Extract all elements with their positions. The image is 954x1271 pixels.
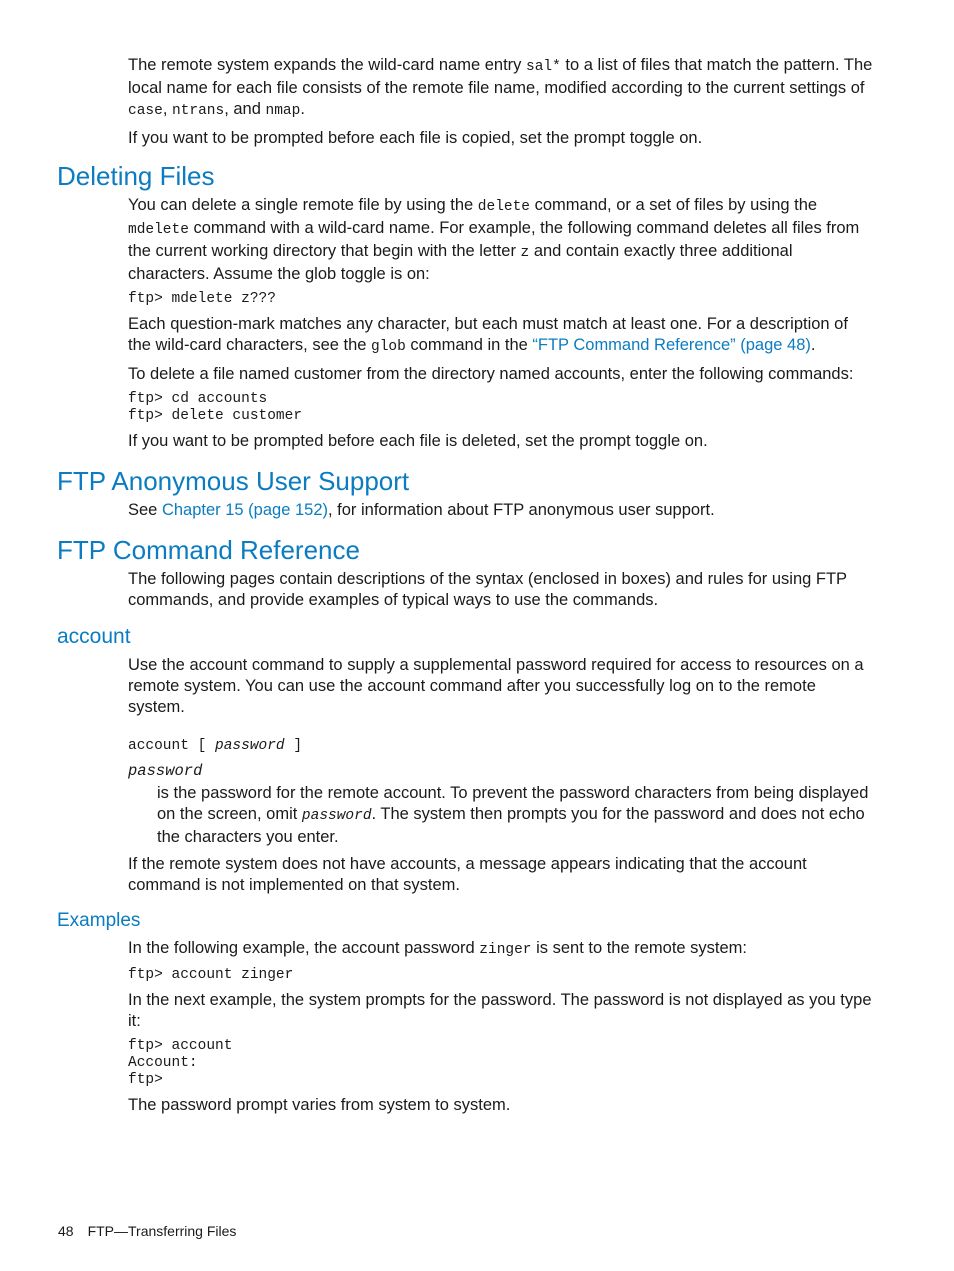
account-paragraph-2: If the remote system does not have accounts, a message appears indicating that the account command is not implemented on that system.	[128, 855, 807, 894]
text: command, or a set of files by using the	[530, 196, 818, 214]
content	[0, 55, 954, 1122]
code-block-delete-customer: ftp> cd accounts ftp> delete customer	[128, 391, 303, 424]
text: to a list of files that match the pattern. The local name for each file consists of the remote file name, modified according to the current settings of	[128, 56, 873, 97]
heading-examples: Examples	[57, 910, 141, 931]
code-nmap: nmap	[265, 103, 301, 119]
text: ]	[284, 738, 303, 754]
code-zinger: zinger	[479, 942, 532, 958]
intro-paragraph-1	[128, 55, 873, 122]
intro-paragraph-2: If you want to be prompted before each file is copied, set the prompt toggle on.	[128, 129, 703, 147]
code-block-mdelete: ftp> mdelete z???	[128, 291, 276, 307]
chapter-title: FTP—Transferring Files	[87, 1223, 237, 1239]
code-ntrans: ntrans	[171, 103, 225, 119]
text: You can delete a single remote file by using the	[128, 196, 478, 214]
link-chapter-15[interactable]: Chapter 15 (page 152)	[161, 501, 328, 519]
syntax-param-password: password	[215, 738, 285, 754]
text: .	[300, 100, 305, 118]
term-password-definition	[157, 783, 873, 848]
heading-deleting-files: Deleting Files	[57, 161, 215, 191]
text: command with a wild-card name. For example, the following command deletes all files from the current working directory that begin with the letter	[128, 219, 860, 260]
examples-paragraph-2: In the next example, the system prompts for the password. The password is not displayed as you type it:	[128, 991, 872, 1030]
account-syntax	[128, 738, 873, 755]
anonymous-section	[128, 500, 873, 521]
intro-section	[128, 55, 873, 149]
examples-section	[128, 938, 873, 1116]
link-ftp-command-reference[interactable]: “FTP Command Reference” (page 48)	[532, 336, 811, 354]
text: Each question-mark matches any character, but each must match at least one. For a description of the wild-card characters, see the	[128, 315, 848, 354]
text: account [	[128, 738, 216, 754]
code-password: password	[301, 808, 372, 824]
page-footer	[58, 1222, 250, 1240]
code-delete: delete	[477, 199, 531, 215]
examples-paragraph-3: The password prompt varies from system to system.	[128, 1096, 511, 1114]
deleting-paragraph-2	[128, 314, 873, 358]
text: The remote system expands the wild-card name entry	[128, 56, 527, 74]
text: command in the	[405, 336, 533, 354]
text: and contain exactly three additional characters. Assume the glob toggle is on:	[128, 242, 793, 283]
code-sal: sal*	[526, 59, 561, 75]
account-paragraph-1: Use the account command to supply a supplemental password required for access to resources on a remote system. You can use the account command after you successfully log on to the remote system.	[128, 656, 864, 716]
heading-account: account	[57, 625, 131, 648]
account-section	[128, 655, 873, 896]
text: is sent to the remote system:	[531, 939, 748, 957]
heading-ftp-command-reference: FTP Command Reference	[57, 535, 360, 565]
page-number: 48	[58, 1223, 74, 1239]
text: . The system then prompts you for the password and does not echo the characters you enter.	[157, 805, 865, 846]
term-password: password	[128, 762, 203, 780]
deleting-section	[128, 195, 873, 452]
text: ,	[162, 100, 172, 118]
deleting-paragraph-3: To delete a file named customer from the directory named accounts, enter the following commands:	[128, 365, 854, 383]
deleting-paragraph-1	[128, 195, 873, 285]
text: , and	[224, 100, 266, 118]
reference-paragraph: The following pages contain descriptions of the syntax (enclosed in boxes) and rules for using FTP commands, and provide examples of typical ways to use the commands.	[128, 570, 847, 609]
reference-section	[128, 569, 873, 611]
heading-ftp-anonymous-user-support: FTP Anonymous User Support	[57, 466, 410, 496]
deleting-paragraph-4: If you want to be prompted before each file is deleted, set the prompt toggle on.	[128, 432, 708, 450]
code-glob: glob	[371, 339, 406, 355]
code-case: case	[128, 103, 163, 119]
text: , for information about FTP anonymous user support.	[327, 501, 715, 519]
code-block-account-zinger: ftp> account zinger	[128, 967, 294, 983]
text: is the password for the remote account. To prevent the password characters from being displayed on the screen, omit	[157, 784, 869, 823]
code-z: z	[520, 245, 530, 261]
examples-paragraph-1	[128, 938, 873, 961]
code-mdelete: mdelete	[128, 222, 189, 238]
text: .	[810, 336, 816, 354]
text: See	[128, 501, 162, 519]
text: In the following example, the account password	[128, 939, 480, 957]
anonymous-paragraph	[128, 500, 873, 521]
code-block-account-prompt: ftp> account Account: ftp>	[128, 1038, 233, 1088]
